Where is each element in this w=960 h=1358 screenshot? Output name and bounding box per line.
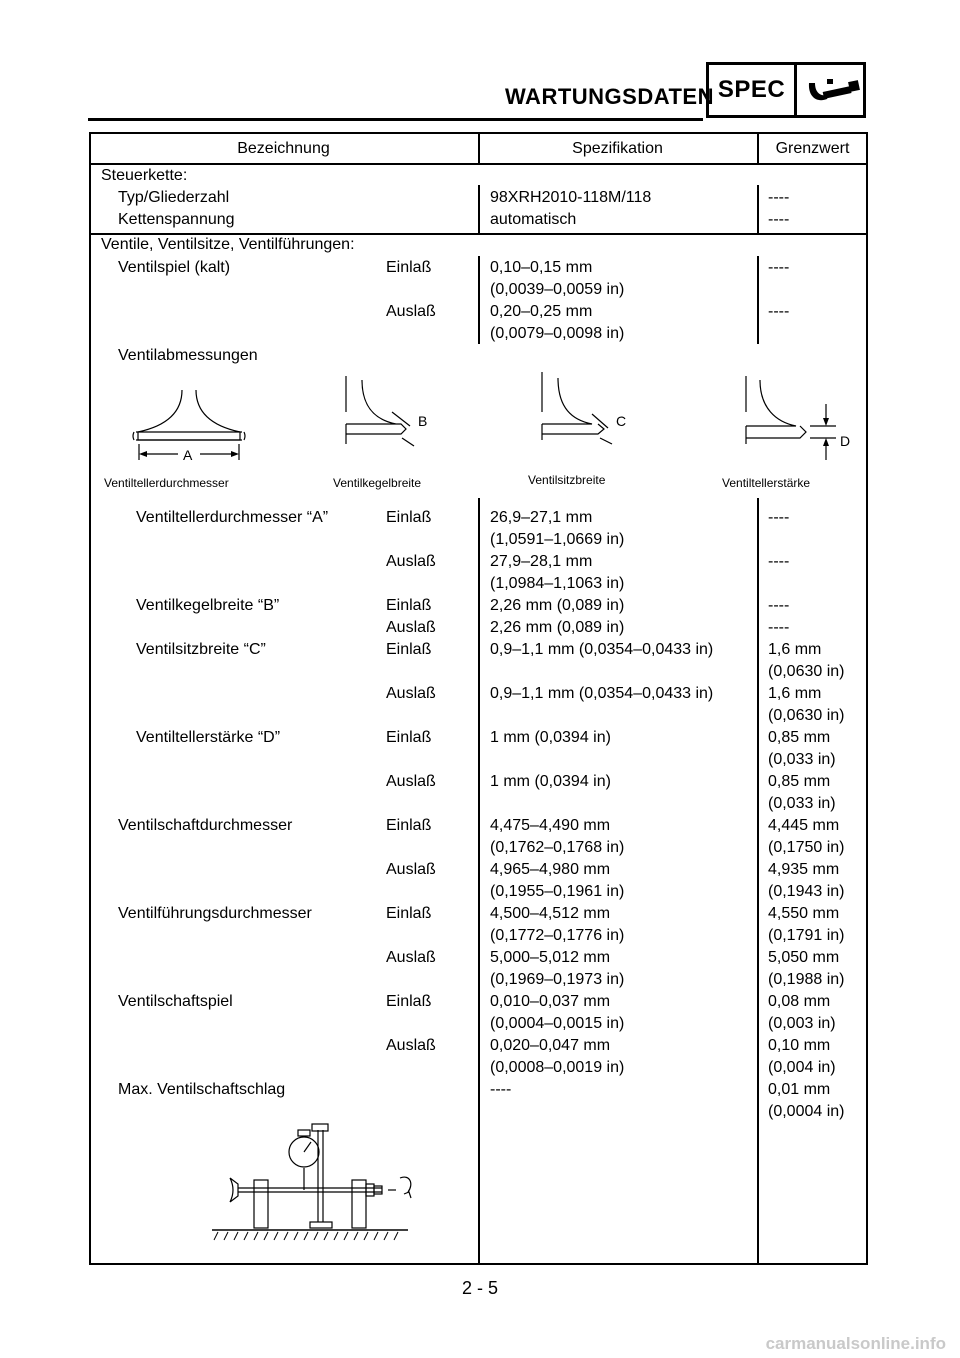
row-label: Ventilkegelbreite “B” bbox=[136, 597, 280, 614]
spec-value: 4,475–4,490 mm bbox=[490, 817, 611, 834]
spec-value: (0,0008–0,0019 in) bbox=[490, 1059, 625, 1076]
spec-value: 0,20–0,25 mm bbox=[490, 303, 593, 320]
row-label: Steuerkette: bbox=[101, 167, 188, 184]
limit-value: 4,935 mm bbox=[768, 861, 840, 878]
spec-value: (0,0039–0,0059 in) bbox=[490, 281, 625, 298]
limit-value: (0,1988 in) bbox=[768, 971, 845, 988]
row-sub-label: Einlaß bbox=[386, 509, 432, 526]
limit-value: (0,0630 in) bbox=[768, 707, 845, 724]
row-sub-label: Auslaß bbox=[386, 685, 436, 702]
dial-gauge-figure bbox=[212, 1122, 442, 1244]
spec-value: (0,1762–0,1768 in) bbox=[490, 839, 625, 856]
spec-value: 0,10–0,15 mm bbox=[490, 259, 593, 276]
spec-value: 0,010–0,037 mm bbox=[490, 993, 611, 1010]
spec-label: SPEC bbox=[717, 76, 786, 103]
spec-value: (1,0591–1,0669 in) bbox=[490, 531, 625, 548]
dimension-letter-c: C bbox=[616, 413, 627, 429]
spec-value: 26,9–27,1 mm bbox=[490, 509, 593, 526]
row-sub-label: Auslaß bbox=[386, 619, 436, 636]
row-sub-label: Einlaß bbox=[386, 641, 432, 658]
spec-value: (0,0079–0,0098 in) bbox=[490, 325, 625, 342]
col-header-spezifikation: Spezifikation bbox=[572, 140, 663, 157]
limit-value: ---- bbox=[768, 509, 790, 526]
dimension-letter-b: B bbox=[418, 413, 428, 429]
page-title: WARTUNGSDATEN bbox=[505, 84, 714, 109]
row-sub-label: Einlaß bbox=[386, 905, 432, 922]
row-label: Ventilschaftdurchmesser bbox=[118, 817, 293, 834]
spec-value: 0,020–0,047 mm bbox=[490, 1037, 611, 1054]
row-label: Ventile, Ventilsitze, Ventilführungen: bbox=[101, 236, 355, 253]
spec-value: (0,1772–0,1776 in) bbox=[490, 927, 625, 944]
limit-value: ---- bbox=[768, 189, 790, 206]
limit-value: 1,6 mm bbox=[768, 641, 822, 658]
row-label: Kettenspannung bbox=[118, 211, 235, 228]
caption-ventilsitzbreite: Ventilsitzbreite bbox=[528, 473, 606, 487]
limit-value: 5,050 mm bbox=[768, 949, 840, 966]
limit-value: (0,1750 in) bbox=[768, 839, 845, 856]
limit-value: ---- bbox=[768, 619, 790, 636]
row-label: Ventilsitzbreite “C” bbox=[136, 641, 266, 658]
caption-ventiltellerstaerke: Ventiltellerstärke bbox=[722, 476, 811, 490]
limit-value: 1,6 mm bbox=[768, 685, 822, 702]
spec-value: (0,1955–0,1961 in) bbox=[490, 883, 625, 900]
row-sub-label: Auslaß bbox=[386, 773, 436, 790]
spec-value: 0,9–1,1 mm (0,0354–0,0433 in) bbox=[490, 685, 714, 702]
spec-value: (0,0004–0,0015 in) bbox=[490, 1015, 625, 1032]
row-sub-label: Auslaß bbox=[386, 303, 436, 320]
spec-value: automatisch bbox=[490, 211, 577, 228]
col-divider-1c bbox=[478, 498, 480, 1265]
row-sub-label: Einlaß bbox=[386, 597, 432, 614]
spec-divider bbox=[794, 65, 797, 115]
limit-value: 0,01 mm bbox=[768, 1081, 831, 1098]
spec-value: 4,965–4,980 mm bbox=[490, 861, 611, 878]
limit-value: 0,10 mm bbox=[768, 1037, 831, 1054]
limit-value: 4,550 mm bbox=[768, 905, 840, 922]
spec-value: ---- bbox=[490, 1081, 512, 1098]
col-divider-2a bbox=[757, 185, 759, 233]
row-label: Ventilspiel (kalt) bbox=[118, 259, 231, 276]
col-divider-1b bbox=[478, 256, 480, 344]
col-header-bezeichnung: Bezeichnung bbox=[237, 140, 330, 157]
limit-value: ---- bbox=[768, 597, 790, 614]
caption-ventiltellerdurchmesser: Ventiltellerdurchmesser bbox=[104, 476, 229, 490]
spec-value: (0,1969–0,1973 in) bbox=[490, 971, 625, 988]
dimension-letter-a: A bbox=[183, 447, 193, 463]
col-header-grenzwert: Grenzwert bbox=[775, 140, 850, 157]
limit-value: (0,0630 in) bbox=[768, 663, 845, 680]
limit-value: (0,003 in) bbox=[768, 1015, 836, 1032]
limit-value: ---- bbox=[768, 259, 790, 276]
limit-value: ---- bbox=[768, 553, 790, 570]
row-label: Ventilführungsdurchmesser bbox=[118, 905, 312, 922]
limit-value: 0,85 mm bbox=[768, 729, 831, 746]
limit-value: 0,08 mm bbox=[768, 993, 831, 1010]
row-sub-label: Einlaß bbox=[386, 259, 432, 276]
wrench-micrometer-icon bbox=[803, 73, 863, 109]
spec-value: 98XRH2010-118M/118 bbox=[490, 189, 652, 206]
page-number: 2 - 5 bbox=[461, 1278, 499, 1298]
col-divider-2c bbox=[757, 498, 759, 1265]
header-row-divider bbox=[89, 163, 868, 165]
spec-value: 2,26 mm (0,089 in) bbox=[490, 597, 625, 614]
limit-value: (0,033 in) bbox=[768, 795, 836, 812]
limit-value: (0,004 in) bbox=[768, 1059, 836, 1076]
row-label: Ventilschaftspiel bbox=[118, 993, 233, 1010]
header-rule bbox=[88, 118, 703, 121]
limit-value: ---- bbox=[768, 211, 790, 228]
spec-value: 2,26 mm (0,089 in) bbox=[490, 619, 625, 636]
row-label: Ventiltellerstärke “D” bbox=[136, 729, 281, 746]
spec-value: 1 mm (0,0394 in) bbox=[490, 773, 611, 790]
row-sub-label: Einlaß bbox=[386, 817, 432, 834]
col-divider-2b bbox=[757, 256, 759, 344]
limit-value: (0,1943 in) bbox=[768, 883, 845, 900]
row-label: Ventiltellerdurchmesser “A” bbox=[136, 509, 329, 526]
limit-value: 0,85 mm bbox=[768, 773, 831, 790]
row-label: Typ/Gliederzahl bbox=[118, 189, 230, 206]
col-divider-1a bbox=[478, 185, 480, 233]
limit-value: 4,445 mm bbox=[768, 817, 840, 834]
row-sub-label: Auslaß bbox=[386, 553, 436, 570]
row-sub-label: Einlaß bbox=[386, 993, 432, 1010]
caption-ventilkegelbreite: Ventilkegelbreite bbox=[333, 476, 422, 490]
limit-value: (0,0004 in) bbox=[768, 1103, 845, 1120]
spec-value: 5,000–5,012 mm bbox=[490, 949, 611, 966]
row-sub-label: Auslaß bbox=[386, 949, 436, 966]
row-sub-label: Auslaß bbox=[386, 1037, 436, 1054]
row-sub-label: Auslaß bbox=[386, 861, 436, 878]
row-sub-label: Einlaß bbox=[386, 729, 432, 746]
spec-value: 1 mm (0,0394 in) bbox=[490, 729, 611, 746]
limit-value: (0,033 in) bbox=[768, 751, 836, 768]
spec-value: 4,500–4,512 mm bbox=[490, 905, 611, 922]
spec-value: 0,9–1,1 mm (0,0354–0,0433 in) bbox=[490, 641, 714, 658]
limit-value: ---- bbox=[768, 303, 790, 320]
spec-value: (1,0984–1,1063 in) bbox=[490, 575, 625, 592]
limit-value: (0,1791 in) bbox=[768, 927, 845, 944]
row-label: Ventilabmessungen bbox=[118, 347, 258, 364]
row-label: Max. Ventilschaftschlag bbox=[118, 1081, 286, 1098]
spec-box bbox=[706, 62, 866, 118]
spec-value: 27,9–28,1 mm bbox=[490, 553, 593, 570]
watermark: carmanualsonline.info bbox=[765, 1334, 946, 1353]
dimension-letter-d: D bbox=[840, 433, 851, 449]
